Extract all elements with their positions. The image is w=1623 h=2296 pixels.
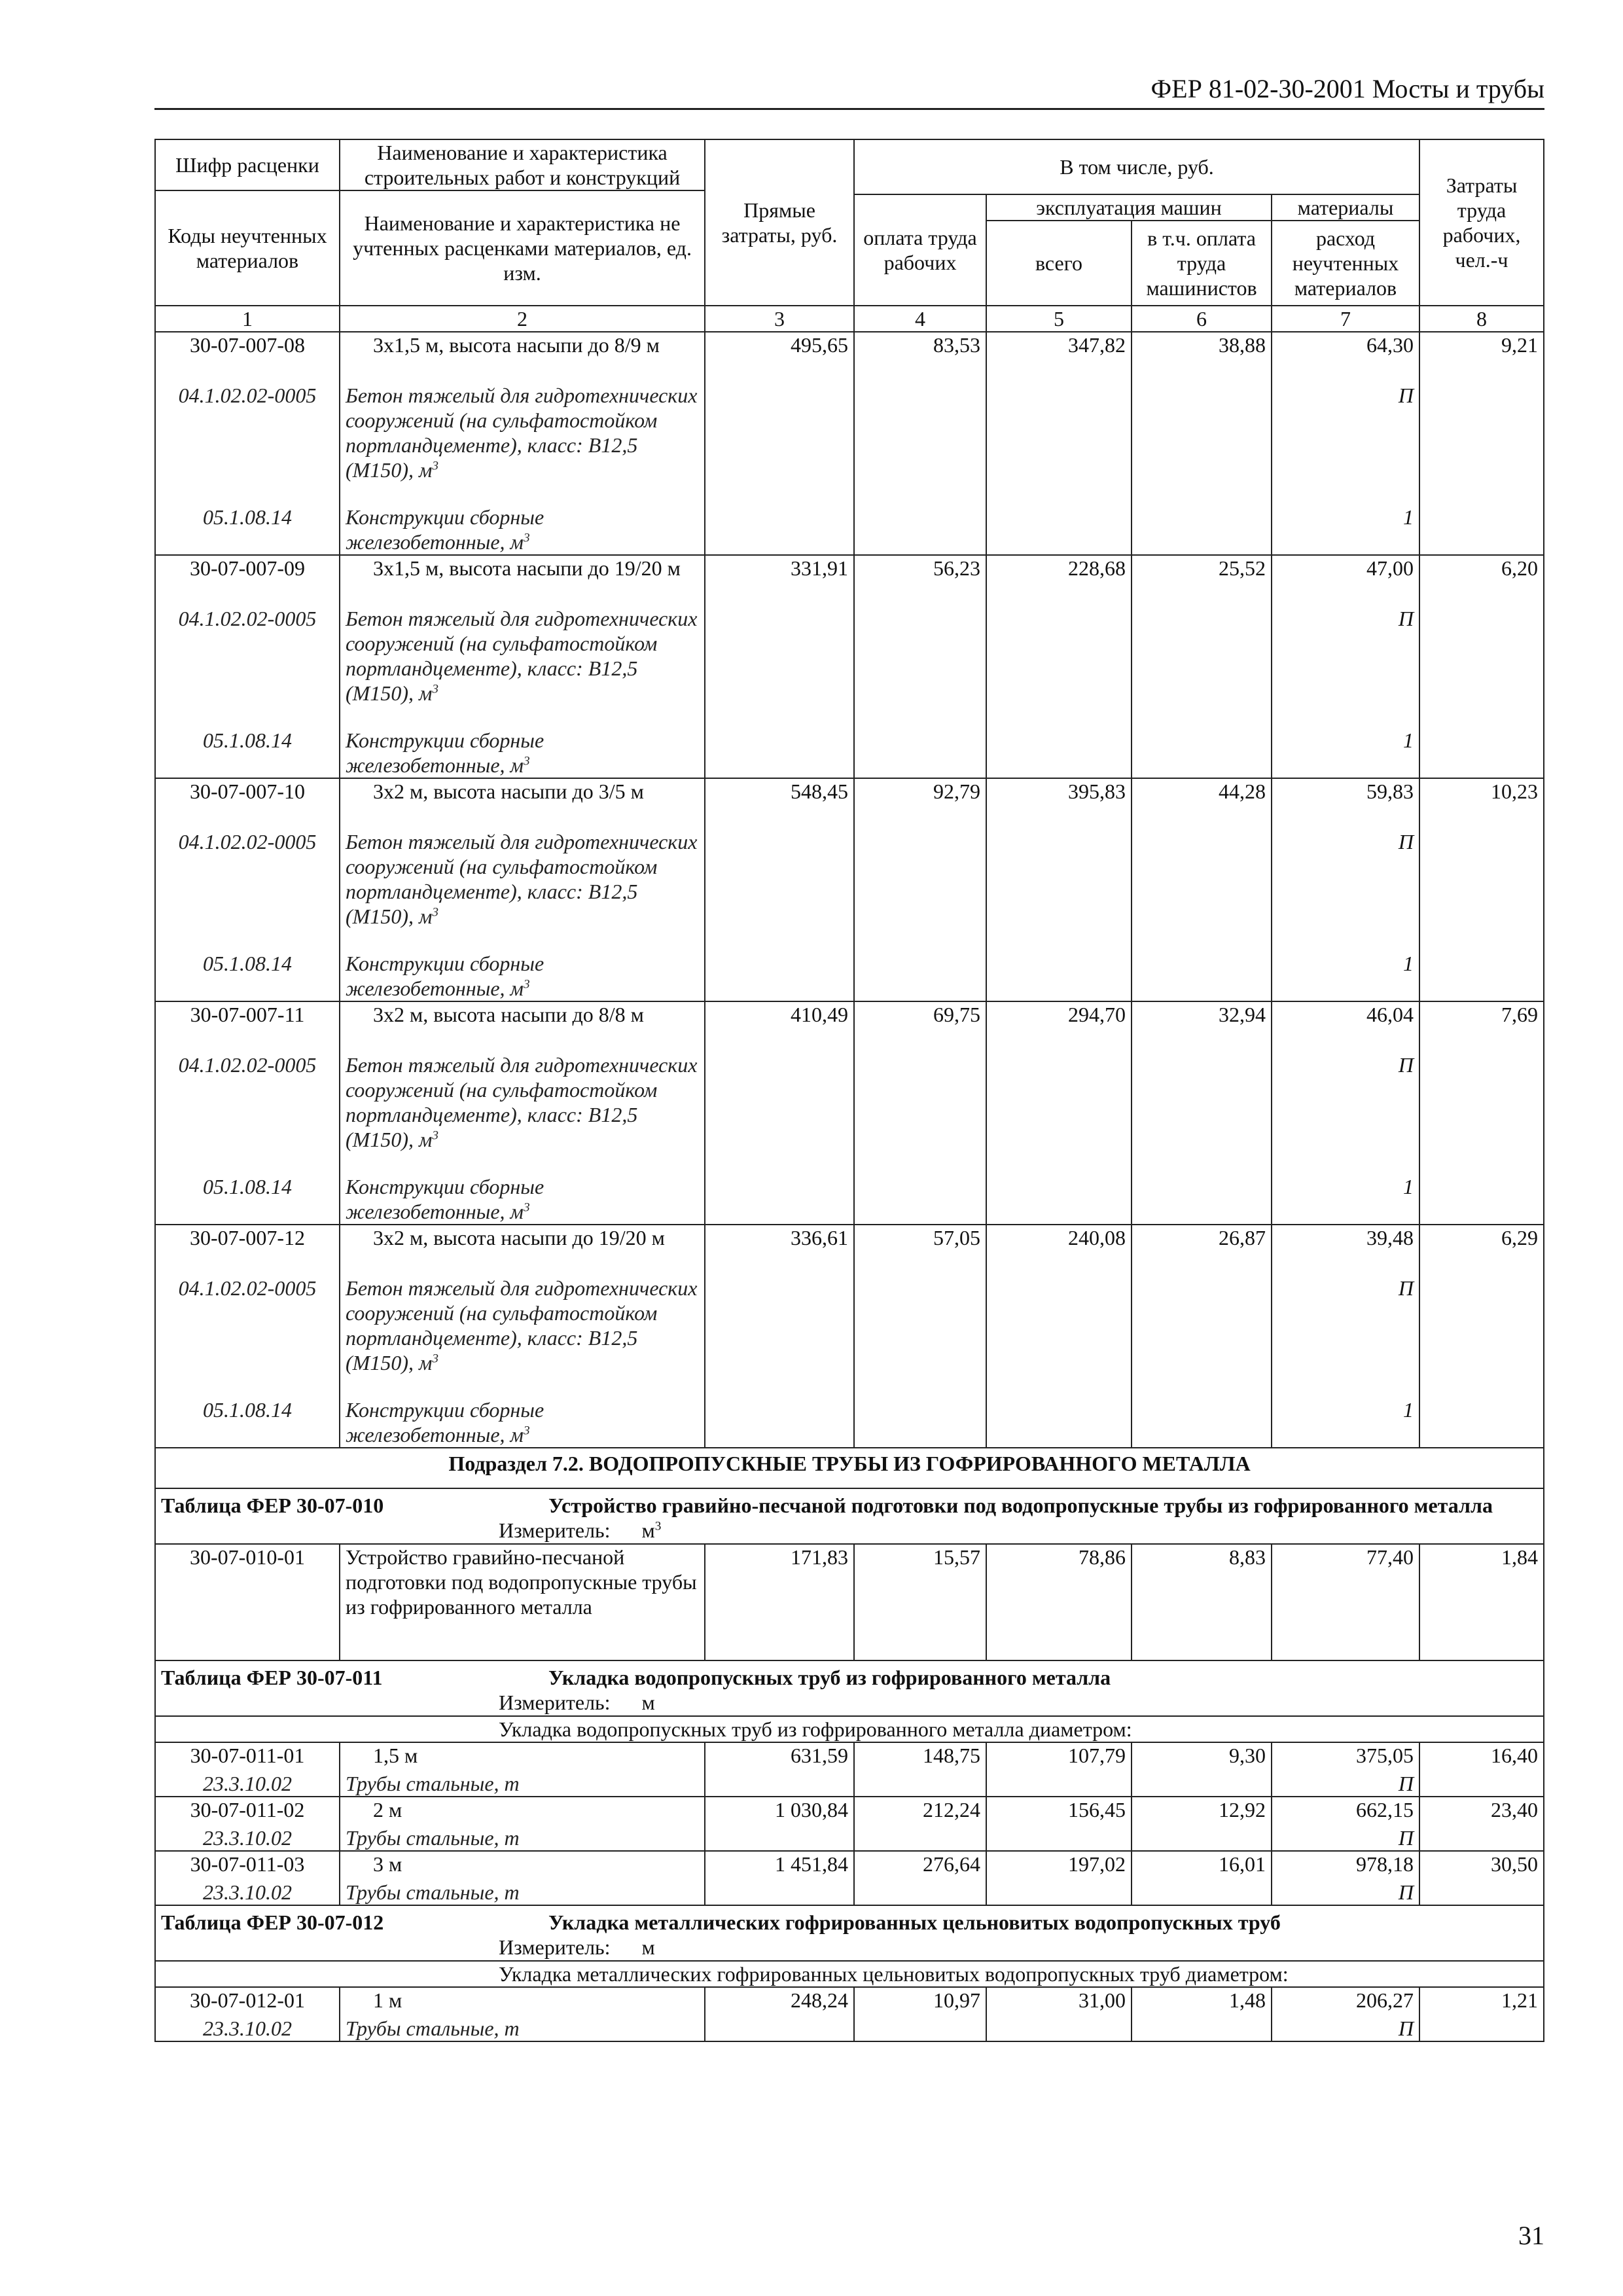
material-code: 05.1.08.14 (155, 1397, 340, 1448)
rate-name: Устройство гравийно-песчаной подготовки под водопропускные трубы из гофрированного металла (340, 1544, 705, 1660)
material-quantity: П (1272, 829, 1419, 951)
machines-cost: 240,08 (986, 1225, 1132, 1276)
column-number: 3 (705, 306, 854, 332)
column-number: 8 (1419, 306, 1544, 332)
machinist-labour-cost: 12,92 (1132, 1797, 1272, 1825)
rate-code: 30-07-011-02 (155, 1797, 340, 1825)
labour-cost: 276,64 (854, 1851, 986, 1880)
materials-cost: 375,05 (1272, 1742, 1419, 1771)
labour-hours: 30,50 (1419, 1851, 1544, 1880)
material-name-text: Конструкции сборные железобетонные, м (346, 952, 544, 1000)
material-code: 04.1.02.02-0005 (155, 1052, 340, 1174)
material-name-text: Бетон тяжелый для гидротехнических сооружений (на сульфатостойком портландцементе), класс: В12,5 (М150), м (346, 607, 698, 705)
machinist-labour-cost: 44,28 (1132, 778, 1272, 829)
measure-row (155, 1518, 1544, 1544)
unit-superscript: 3 (523, 754, 530, 768)
machines-cost: 294,70 (986, 1001, 1132, 1052)
header-code-top: Шифр расценки (155, 139, 340, 190)
material-code: 05.1.08.14 (155, 505, 340, 555)
rate-name: 1,5 м (340, 1742, 705, 1771)
column-number: 4 (854, 306, 986, 332)
material-quantity: П (1272, 1880, 1419, 1905)
rows-part1 (155, 332, 1544, 1448)
table-code: Таблица ФЕР 30-07-011 (161, 1666, 383, 1689)
rate-name: 3x1,5 м, высота насыпи до 8/9 м (340, 332, 705, 383)
materials-cost: 77,40 (1272, 1544, 1419, 1660)
measure-unit: м (641, 1935, 655, 1959)
labour-cost: 56,23 (854, 555, 986, 606)
table-title-010 (155, 1488, 1544, 1518)
unit-superscript: 3 (654, 1519, 662, 1534)
header-machines: эксплуатация машин (986, 194, 1272, 221)
rate-code: 30-07-007-12 (155, 1225, 340, 1276)
machines-cost: 347,82 (986, 332, 1132, 383)
material-quantity: 1 (1272, 728, 1419, 778)
rate-code: 30-07-010-01 (155, 1544, 340, 1660)
material-name (340, 383, 705, 505)
machines-cost: 31,00 (986, 1987, 1132, 2016)
direct-cost: 1 030,84 (705, 1797, 854, 1825)
machines-cost: 228,68 (986, 555, 1132, 606)
header-machines-labour: в т.ч. оплата труда машинистов (1132, 221, 1272, 306)
material-quantity: П (1272, 383, 1419, 505)
material-name (340, 1276, 705, 1397)
unit-superscript: 3 (432, 682, 438, 696)
labour-cost: 92,79 (854, 778, 986, 829)
material-name-text: Конструкции сборные железобетонные, м (346, 728, 544, 777)
rate-name: 1 м (340, 1987, 705, 2016)
rate-code: 30-07-007-09 (155, 555, 340, 606)
material-quantity: П (1272, 606, 1419, 728)
rate-name: 2 м (340, 1797, 705, 1825)
labour-hours: 9,21 (1419, 332, 1544, 383)
rate-code: 30-07-007-11 (155, 1001, 340, 1052)
materials-cost: 39,48 (1272, 1225, 1419, 1276)
unit-superscript: 3 (523, 531, 530, 545)
material-code: 23.3.10.02 (155, 1880, 340, 1905)
machines-cost: 78,86 (986, 1544, 1132, 1660)
column-number: 1 (155, 306, 340, 332)
material-code: 04.1.02.02-0005 (155, 383, 340, 505)
machines-cost: 395,83 (986, 778, 1132, 829)
material-name (340, 1052, 705, 1174)
labour-hours: 1,21 (1419, 1987, 1544, 2016)
measure-unit: м (641, 1518, 655, 1542)
direct-cost: 631,59 (705, 1742, 854, 1771)
labour-hours: 7,69 (1419, 1001, 1544, 1052)
direct-cost: 1 451,84 (705, 1851, 854, 1880)
labour-cost: 57,05 (854, 1225, 986, 1276)
machines-cost: 197,02 (986, 1851, 1132, 1880)
group-label: Укладка водопропускных труб из гофрированного металла диаметром: (155, 1716, 1544, 1742)
header-labour-cost: оплата труда рабочих (854, 194, 986, 306)
measure-label: Измеритель: (499, 1518, 611, 1542)
material-name-text: Бетон тяжелый для гидротехнических сооружений (на сульфатостойком портландцементе), класс: В12,5 (М150), м (346, 830, 698, 928)
unit-superscript: 3 (432, 1128, 438, 1143)
direct-cost: 171,83 (705, 1544, 854, 1660)
material-quantity: П (1272, 1771, 1419, 1797)
labour-hours: 6,20 (1419, 555, 1544, 606)
machines-cost: 107,79 (986, 1742, 1132, 1771)
labour-cost: 148,75 (854, 1742, 986, 1771)
materials-cost: 978,18 (1272, 1851, 1419, 1880)
machinist-labour-cost: 25,52 (1132, 555, 1272, 606)
document-header-title: ФЕР 81-02-30-2001 Мосты и трубы (1150, 74, 1544, 103)
labour-cost: 69,75 (854, 1001, 986, 1052)
table-code: Таблица ФЕР 30-07-012 (161, 1910, 384, 1934)
material-quantity: 1 (1272, 1174, 1419, 1225)
rate-name: 3 м (340, 1851, 705, 1880)
direct-cost: 548,45 (705, 778, 854, 829)
material-code: 05.1.08.14 (155, 1174, 340, 1225)
material-name (340, 829, 705, 951)
material-code: 05.1.08.14 (155, 728, 340, 778)
table-name: Укладка металлических гофрированных цельновитых водопропускных труб (548, 1910, 1281, 1934)
material-name-text: Бетон тяжелый для гидротехнических сооружений (на сульфатостойком портландцементе), класс: В12,5 (М150), м (346, 384, 698, 482)
unit-superscript: 3 (523, 1424, 530, 1438)
unit-superscript: 3 (523, 1200, 530, 1215)
material-name: Трубы стальные, т (340, 1880, 705, 1905)
material-code: 05.1.08.14 (155, 951, 340, 1001)
direct-cost: 331,91 (705, 555, 854, 606)
group-label: Укладка металлических гофрированных цельновитых водопропускных труб диаметром: (155, 1961, 1544, 1987)
table-title-011 (155, 1660, 1544, 1690)
material-name (340, 951, 705, 1001)
table-name: Укладка водопропускных труб из гофрированного металла (548, 1666, 1111, 1689)
table-code: Таблица ФЕР 30-07-010 (161, 1494, 384, 1517)
material-code: 04.1.02.02-0005 (155, 606, 340, 728)
materials-cost: 662,15 (1272, 1797, 1419, 1825)
direct-cost: 248,24 (705, 1987, 854, 2016)
material-name-text: Бетон тяжелый для гидротехнических сооружений (на сульфатостойком портландцементе), класс: В12,5 (М150), м (346, 1053, 698, 1151)
labour-cost: 212,24 (854, 1797, 986, 1825)
labour-hours: 10,23 (1419, 778, 1544, 829)
rate-code: 30-07-012-01 (155, 1987, 340, 2016)
material-quantity: 1 (1272, 951, 1419, 1001)
material-name (340, 505, 705, 555)
rate-name: 3x1,5 м, высота насыпи до 19/20 м (340, 555, 705, 606)
material-quantity: 1 (1272, 505, 1419, 555)
material-name (340, 606, 705, 728)
direct-cost: 410,49 (705, 1001, 854, 1052)
machinist-labour-cost: 26,87 (1132, 1225, 1272, 1276)
measure-row (155, 1690, 1544, 1716)
material-code: 04.1.02.02-0005 (155, 829, 340, 951)
rate-code: 30-07-007-10 (155, 778, 340, 829)
material-name-text: Конструкции сборные железобетонные, м (346, 505, 544, 554)
unit-superscript: 3 (432, 459, 438, 473)
measure-unit: м (641, 1691, 655, 1714)
price-table (154, 139, 1544, 2042)
column-number: 7 (1272, 306, 1419, 332)
machinist-labour-cost: 1,48 (1132, 1987, 1272, 2016)
rate-name: 3x2 м, высота насыпи до 3/5 м (340, 778, 705, 829)
material-name-text: Конструкции сборные железобетонные, м (346, 1175, 544, 1223)
material-quantity: П (1272, 2016, 1419, 2041)
rate-code: 30-07-007-08 (155, 332, 340, 383)
material-code: 23.3.10.02 (155, 1825, 340, 1851)
material-name (340, 1397, 705, 1448)
machinist-labour-cost: 8,83 (1132, 1544, 1272, 1660)
material-code: 23.3.10.02 (155, 1771, 340, 1797)
section-title: Подраздел 7.2. ВОДОПРОПУСКНЫЕ ТРУБЫ ИЗ ГОФРИРОВАННОГО МЕТАЛЛА (155, 1448, 1544, 1488)
unit-superscript: 3 (523, 977, 530, 992)
unit-superscript: 3 (432, 1352, 438, 1366)
machinist-labour-cost: 16,01 (1132, 1851, 1272, 1880)
labour-hours: 1,84 (1419, 1544, 1544, 1660)
material-quantity: П (1272, 1825, 1419, 1851)
machinist-labour-cost: 9,30 (1132, 1742, 1272, 1771)
rate-code: 30-07-011-01 (155, 1742, 340, 1771)
material-quantity: П (1272, 1052, 1419, 1174)
header-code-bottom: Коды неучтенных материалов (155, 190, 340, 306)
header-labour: Затраты труда рабочих, чел.-ч (1419, 139, 1544, 306)
measure-label: Измеритель: (499, 1935, 611, 1959)
materials-cost: 46,04 (1272, 1001, 1419, 1052)
column-number: 6 (1132, 306, 1272, 332)
materials-cost: 64,30 (1272, 332, 1419, 383)
rate-name: 3x2 м, высота насыпи до 8/8 м (340, 1001, 705, 1052)
labour-hours: 23,40 (1419, 1797, 1544, 1825)
material-name: Трубы стальные, т (340, 1771, 705, 1797)
material-quantity: П (1272, 1276, 1419, 1397)
machines-cost: 156,45 (986, 1797, 1132, 1825)
material-name-text: Конструкции сборные железобетонные, м (346, 1398, 544, 1446)
labour-hours: 16,40 (1419, 1742, 1544, 1771)
labour-cost: 10,97 (854, 1987, 986, 2016)
material-name (340, 1174, 705, 1225)
material-code: 04.1.02.02-0005 (155, 1276, 340, 1397)
header-machines-total: всего (986, 221, 1132, 306)
header-direct: Прямые затраты, руб. (705, 139, 854, 306)
machinist-labour-cost: 38,88 (1132, 332, 1272, 383)
header-name-top: Наименование и характеристика строительных работ и конструкций (340, 139, 705, 190)
labour-cost: 15,57 (854, 1544, 986, 1660)
rate-name: 3x2 м, высота насыпи до 19/20 м (340, 1225, 705, 1276)
measure-row (155, 1935, 1544, 1961)
material-quantity: 1 (1272, 1397, 1419, 1448)
material-name: Трубы стальные, т (340, 2016, 705, 2041)
header-including: В том числе, руб. (854, 139, 1419, 194)
header-rule (154, 108, 1544, 110)
column-number: 5 (986, 306, 1132, 332)
column-number: 2 (340, 306, 705, 332)
labour-cost: 83,53 (854, 332, 986, 383)
material-name-text: Бетон тяжелый для гидротехнических сооружений (на сульфатостойком портландцементе), класс: В12,5 (М150), м (346, 1276, 698, 1374)
labour-hours: 6,29 (1419, 1225, 1544, 1276)
direct-cost: 336,61 (705, 1225, 854, 1276)
header-materials: материалы (1272, 194, 1419, 221)
material-code: 23.3.10.02 (155, 2016, 340, 2041)
direct-cost: 495,65 (705, 332, 854, 383)
materials-cost: 206,27 (1272, 1987, 1419, 2016)
header-name-bottom: Наименование и характеристика не учтенных расценками материалов, ед. изм. (340, 190, 705, 306)
table-name: Устройство гравийно-песчаной подготовки под водопропускные трубы из гофрированного металла (548, 1494, 1493, 1517)
machinist-labour-cost: 32,94 (1132, 1001, 1272, 1052)
materials-cost: 59,83 (1272, 778, 1419, 829)
header-materials-sub: расход неучтенных материалов (1272, 221, 1419, 306)
rate-code: 30-07-011-03 (155, 1851, 340, 1880)
material-name: Трубы стальные, т (340, 1825, 705, 1851)
unit-superscript: 3 (432, 905, 438, 920)
page-number: 31 (1518, 2221, 1544, 2250)
material-name (340, 728, 705, 778)
materials-cost: 47,00 (1272, 555, 1419, 606)
table-title-012 (155, 1905, 1544, 1935)
measure-label: Измеритель: (499, 1691, 611, 1714)
